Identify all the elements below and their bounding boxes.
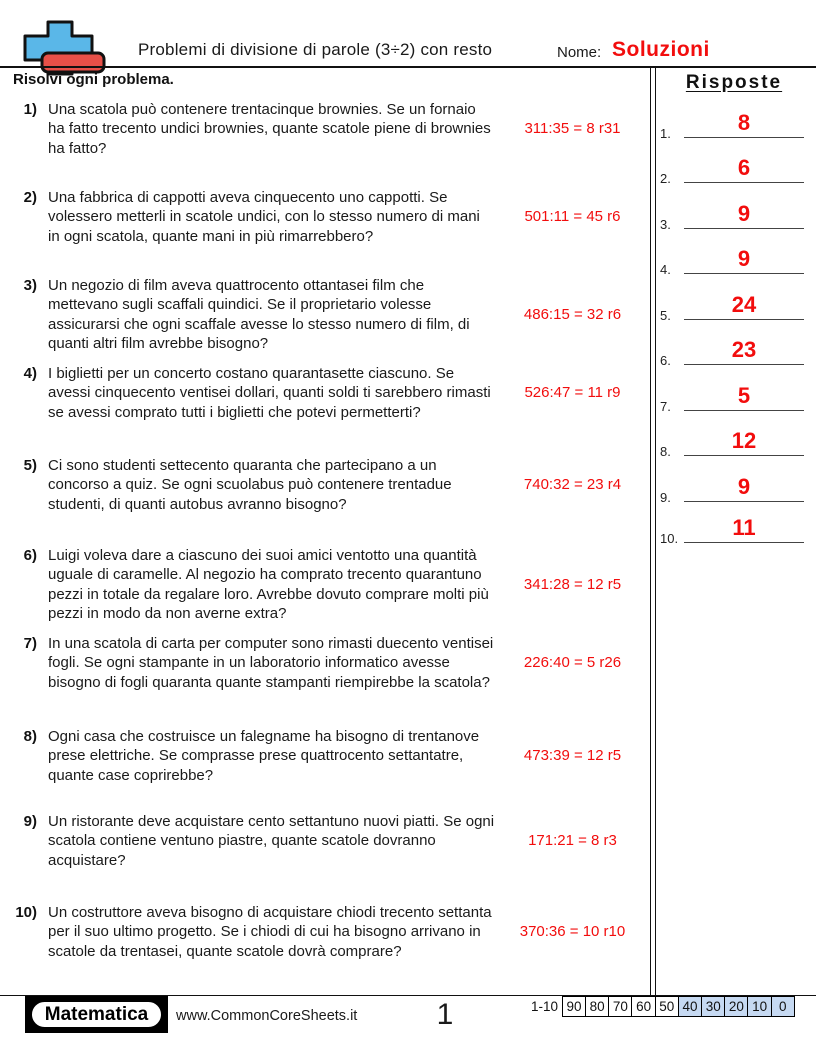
score-cell: 30 — [701, 996, 726, 1017]
name-label: Nome: — [557, 44, 602, 61]
problem-text: In una scatola di carta per computer sono rimasti duecento ventisei fogli. Se ogni stampante in un laboratorio informatico avesse bisogno di fogli quaranta quante stampanti riempirebbe la scatola? — [48, 635, 494, 691]
problem-8 — [0, 727, 650, 785]
answer-row-10 — [656, 507, 810, 546]
problem-10 — [0, 903, 650, 961]
answer-row-4 — [656, 238, 810, 277]
answer-blank-line — [684, 273, 804, 274]
problem-number: 8) — [23, 728, 37, 745]
answer-blank-line — [684, 542, 804, 543]
score-range-label: 1-10 — [531, 999, 559, 1014]
answer-row-7 — [656, 375, 810, 414]
answer-blank-line — [684, 319, 804, 320]
problem-1 — [0, 100, 650, 158]
answer-blank-line — [684, 501, 804, 502]
problem-number: 9) — [23, 813, 37, 830]
problem-text: Una fabbrica di cappotti aveva cinquecento uno cappotti. Se volessero metterli in scatole undici, con lo stesso numero di mani in ogni scatola, quante mani in più rimarrebbero? — [48, 189, 480, 245]
answer-blank-line — [684, 364, 804, 365]
worksheet-title: Problemi di divisione di parole (3÷2) con resto — [138, 40, 493, 59]
answer-number: 8. — [660, 444, 671, 459]
answer-number: 5. — [660, 308, 671, 323]
problem-2 — [0, 188, 650, 246]
answer-row-3 — [656, 193, 810, 232]
problem-9 — [0, 812, 650, 870]
answer-number: 1. — [660, 126, 671, 141]
answer-blank-line — [684, 410, 804, 411]
website-url: www.CommonCoreSheets.it — [176, 1008, 358, 1024]
score-strip — [531, 996, 795, 1017]
answers-column-title: Risposte — [685, 72, 783, 93]
score-cell: 10 — [747, 996, 772, 1017]
answer-number: 2. — [660, 171, 671, 186]
score-cell: 0 — [771, 996, 796, 1017]
score-table — [563, 996, 795, 1017]
score-cell: 90 — [562, 996, 587, 1017]
brand-label: Matematica — [30, 1000, 163, 1029]
problem-text: Un ristorante deve acquistare cento settantuno nuovi piatti. Se ogni scatola contiene ventuno piastre, quante scatole dovranno acquistare? — [48, 813, 495, 869]
answer-blank-line — [684, 455, 804, 456]
problem-5 — [0, 456, 650, 514]
instructions-text: Risolvi ogni problema. — [13, 71, 174, 88]
answer-blank-line — [684, 137, 804, 138]
answer-value: 11 — [732, 515, 756, 540]
answer-value: 6 — [737, 155, 751, 180]
answer-value: 5 — [737, 383, 751, 408]
answer-number: 10. — [660, 531, 679, 546]
answer-number: 9. — [660, 490, 671, 505]
answer-value: 12 — [731, 428, 757, 453]
answer-value: 9 — [737, 474, 751, 499]
answer-value: 9 — [737, 246, 751, 271]
problem-number: 2) — [23, 189, 37, 206]
header-divider — [0, 66, 816, 68]
problem-number: 10) — [15, 904, 37, 921]
problem-number: 3) — [23, 277, 37, 294]
problem-solution-equation: 526:47 = 11 r9 — [524, 384, 621, 402]
problem-4 — [0, 364, 650, 422]
answer-value: 9 — [737, 201, 751, 226]
problem-number: 7) — [23, 635, 37, 652]
problem-text: Ogni casa che costruisce un falegname ha bisogno di trentanove prese elettriche. Se comprasse prese quattrocento settantatre, quante case coprirebbe? — [48, 728, 480, 784]
problem-text: I biglietti per un concerto costano quarantasette ciascuno. Se avessi cinquecento ventisei dollari, quanti soldi ti sarebbero rimasti se avessi comprato tutti i biglietti che potevi permetterti? — [48, 365, 491, 421]
answer-row-5 — [656, 284, 810, 323]
problem-solution-equation: 473:39 = 12 r5 — [523, 747, 622, 765]
problem-solution-equation: 171:21 = 8 r3 — [528, 832, 617, 850]
page-number: 1 — [436, 998, 454, 1031]
solutions-label: Soluzioni — [612, 38, 710, 61]
score-cell: 60 — [631, 996, 656, 1017]
problem-solution-equation: 486:15 = 32 r6 — [523, 306, 622, 324]
problem-3 — [0, 276, 650, 353]
answer-row-2 — [656, 147, 810, 186]
answer-row-6 — [656, 329, 810, 368]
problem-solution-equation: 501:11 = 45 r6 — [524, 208, 621, 226]
problem-solution-equation: 226:40 = 5 r26 — [523, 654, 622, 672]
problem-text: Ci sono studenti settecento quaranta che partecipano a un concorso a quiz. Se ogni scuolabus può contenere trentadue studenti, di quanti autobus avranno bisogno? — [48, 457, 452, 513]
problem-number: 6) — [23, 547, 37, 564]
problem-solution-equation: 370:36 = 10 r10 — [519, 923, 626, 941]
problem-number: 1) — [23, 101, 37, 118]
answer-blank-line — [684, 228, 804, 229]
problem-solution-equation: 341:28 = 12 r5 — [523, 576, 622, 594]
answer-row-1 — [656, 102, 810, 141]
problem-text: Un costruttore aveva bisogno di acquistare chiodi trecento settanta per il suo ultimo progetto. Se i chiodi di cui ha bisogno arrivano in scatole da trentasei, quante scatole dovrà comprare? — [48, 904, 492, 960]
score-cell: 40 — [678, 996, 703, 1017]
problem-solution-equation: 311:35 = 8 r31 — [524, 120, 621, 138]
answer-number: 4. — [660, 262, 671, 277]
answer-value: 8 — [737, 110, 751, 135]
problem-7 — [0, 634, 650, 692]
answer-number: 6. — [660, 353, 671, 368]
answer-number: 7. — [660, 399, 671, 414]
answer-blank-line — [684, 182, 804, 183]
score-cell: 70 — [608, 996, 633, 1017]
answer-row-9 — [656, 466, 810, 505]
score-cell: 50 — [655, 996, 680, 1017]
problem-6 — [0, 546, 650, 623]
brand-logo — [25, 996, 168, 1033]
problem-text: Un negozio di film aveva quattrocento ottantasei film che mettevano sugli scaffali quindici. Se il proprietario volesse assicurarsi che ogni scaffale avesse lo stesso numero di film, di quanti altri film avrebbe bisogno? — [48, 277, 470, 352]
problem-text: Luigi voleva dare a ciascuno dei suoi amici ventotto una quantità uguale di caramelle. Al negozio ha comprato trecento quarantuno pezzi in totale da regalare loro. Avrebbe dovuto comprare molti più pezzi in modo da non averne extra? — [48, 547, 489, 622]
problem-text: Una scatola può contenere trentacinque brownies. Se un fornaio ha fatto trecento undici brownies, quante scatole piene di brownies ha fatto? — [48, 101, 491, 157]
problem-number: 4) — [23, 365, 37, 382]
answer-row-8 — [656, 420, 810, 459]
score-cell: 20 — [724, 996, 749, 1017]
score-cell: 80 — [585, 996, 610, 1017]
plus-minus-logo-icon — [20, 20, 108, 78]
answer-value: 23 — [731, 337, 757, 362]
answer-value: 24 — [731, 292, 757, 317]
problem-solution-equation: 740:32 = 23 r4 — [523, 476, 622, 494]
answer-number: 3. — [660, 217, 671, 232]
problem-number: 5) — [23, 457, 37, 474]
